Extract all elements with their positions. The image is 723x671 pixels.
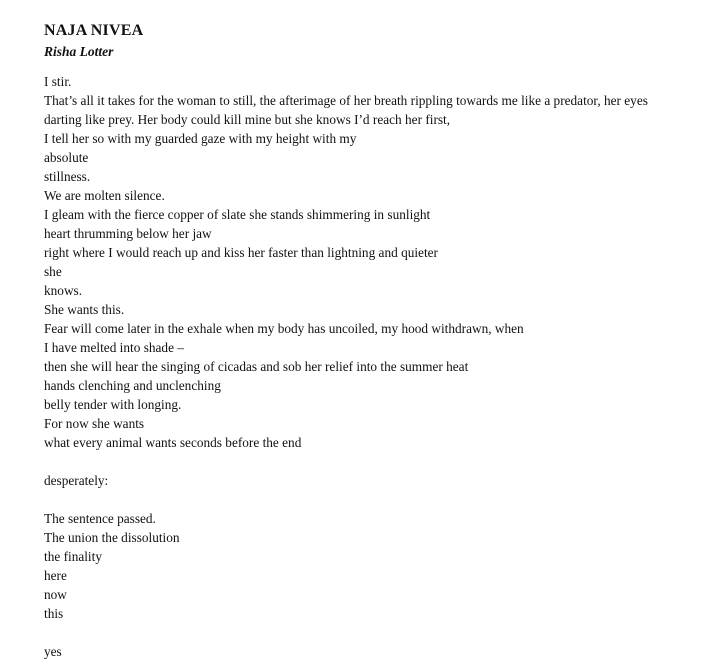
poem-line: The union the dissolution: [44, 530, 180, 545]
poem-line: yes: [44, 644, 62, 659]
poem-line: belly tender with longing.: [44, 397, 182, 412]
poem-line: the finality: [44, 549, 102, 564]
poem-line: heart thrumming below her jaw: [44, 226, 212, 241]
poem-line: For now she wants: [44, 416, 145, 431]
poem-body: [44, 72, 704, 661]
poem-title: NAJA NIVEA: [44, 22, 144, 39]
poem-line: She wants this.: [44, 302, 125, 317]
poem-line: hands clenching and unclenching: [44, 378, 221, 393]
poem-line: I have melted into shade –: [44, 340, 184, 355]
poem-line: That’s all it takes for the woman to still, the afterimage of her breath rippling towards me like a predator, her eyes darting like prey. Her body could kill mine but she knows I’d reach her first,: [44, 93, 648, 127]
poem-line: then she will hear the singing of cicadas and sob her relief into the summer heat: [44, 359, 469, 374]
poem-line: here: [44, 568, 67, 583]
poem-line: desperately:: [44, 473, 109, 488]
poem-line: absolute: [44, 150, 89, 165]
poem-line: what every animal wants seconds before the end: [44, 435, 302, 450]
poem-line: now: [44, 587, 67, 602]
poem-line: she: [44, 264, 62, 279]
poem-line: I tell her so with my guarded gaze with my height with my: [44, 131, 357, 146]
poem-author: Risha Lotter: [44, 44, 114, 59]
stanza-break: [44, 490, 704, 509]
poem-line: The sentence passed.: [44, 511, 156, 526]
poem-line: this: [44, 606, 64, 621]
stanza-break: [44, 623, 704, 642]
poem-line: I gleam with the fierce copper of slate she stands shimmering in sunlight: [44, 207, 431, 222]
poem-line: stillness.: [44, 169, 91, 184]
stanza-break: [44, 452, 704, 471]
poem-line: Fear will come later in the exhale when my body has uncoiled, my hood withdrawn, when: [44, 321, 524, 336]
poem-line: knows.: [44, 283, 83, 298]
document-page: [44, 20, 704, 661]
poem-line: right where I would reach up and kiss her faster than lightning and quieter: [44, 245, 438, 260]
poem-line: I stir.: [44, 74, 72, 89]
poem-line: We are molten silence.: [44, 188, 165, 203]
